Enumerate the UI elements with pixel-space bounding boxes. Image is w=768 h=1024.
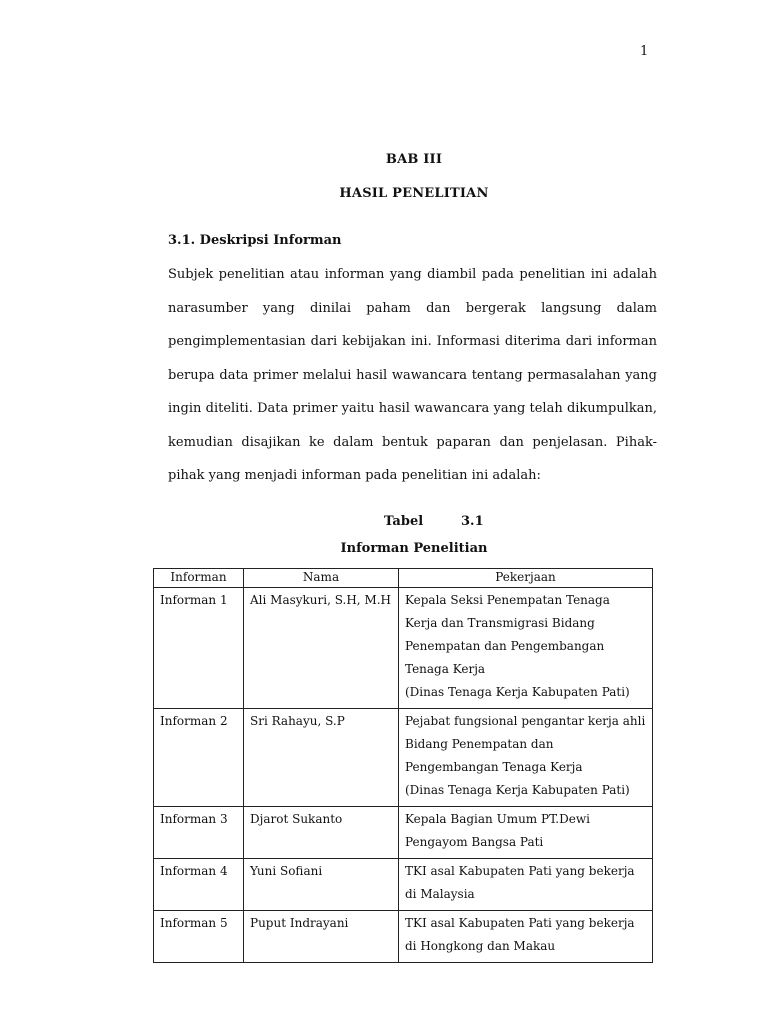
cell-pekerjaan	[399, 709, 653, 807]
table-row	[154, 588, 653, 709]
cell-pekerjaan: TKI asal Kabupaten Pati yang bekerja di Hongkong dan Makau	[399, 911, 653, 963]
section-heading: 3.1. Deskripsi Informan	[168, 233, 342, 248]
chapter-title: HASIL PENELITIAN	[339, 186, 489, 201]
cell-nama: Yuni Sofiani	[244, 859, 399, 911]
instansi-text: (Dinas Tenaga Kerja Kabupaten Pati)	[405, 685, 630, 699]
cell-pekerjaan	[399, 588, 653, 709]
cell-informan: Informan 4	[154, 859, 244, 911]
table-caption-label: Tabel	[384, 514, 424, 529]
header-informan: Informan	[154, 569, 244, 588]
header-nama: Nama	[244, 569, 399, 588]
cell-nama: Ali Masykuri, S.H, M.H	[244, 588, 399, 709]
chapter-label: BAB III	[385, 152, 443, 167]
header-pekerjaan: Pekerjaan	[399, 569, 653, 588]
cell-nama: Puput Indrayani	[244, 911, 399, 963]
page-number: 1	[640, 44, 649, 59]
body-paragraph: Subjek penelitian atau informan yang diambil pada penelitian ini adalah narasumber yang dinilai paham dan bergerak langsung dalam pengimplementasian dari kebijakan ini. Informasi diterima dari informan berupa data primer melalui hasil wawancara tentang permasalahan yang ingin diteliti. Data primer yaitu hasil wawancara yang telah dikumpulkan, kemudian disajikan ke dalam bentuk paparan dan penjelasan. Pihak-pihak yang menjadi informan pada penelitian ini adalah:	[168, 267, 657, 483]
table-row	[154, 709, 653, 807]
table-row	[154, 911, 653, 963]
table-caption-title: Informan Penelitian	[340, 541, 488, 556]
cell-informan: Informan 3	[154, 807, 244, 859]
cell-nama: Djarot Sukanto	[244, 807, 399, 859]
cell-informan: Informan 1	[154, 588, 244, 709]
cell-pekerjaan: TKI asal Kabupaten Pati yang bekerja di Malaysia	[399, 859, 653, 911]
pekerjaan-text: Pejabat fungsional pengantar kerja ahli Bidang Penempatan dan Pengembangan Tenaga Kerja	[405, 714, 646, 774]
informan-table	[153, 568, 653, 963]
pekerjaan-text: Kepala Seksi Penempatan Tenaga Kerja dan Transmigrasi Bidang Penempatan dan Pengembangan Tenaga Kerja	[405, 593, 610, 676]
cell-pekerjaan: Kepala Bagian Umum PT.Dewi Pengayom Bangsa Pati	[399, 807, 653, 859]
instansi-text: (Dinas Tenaga Kerja Kabupaten Pati)	[405, 783, 630, 797]
cell-nama: Sri Rahayu, S.P	[244, 709, 399, 807]
table-row	[154, 859, 653, 911]
table-caption-number: 3.1	[461, 514, 484, 529]
cell-informan: Informan 2	[154, 709, 244, 807]
table-row	[154, 807, 653, 859]
table-header-row	[154, 569, 653, 588]
cell-informan: Informan 5	[154, 911, 244, 963]
